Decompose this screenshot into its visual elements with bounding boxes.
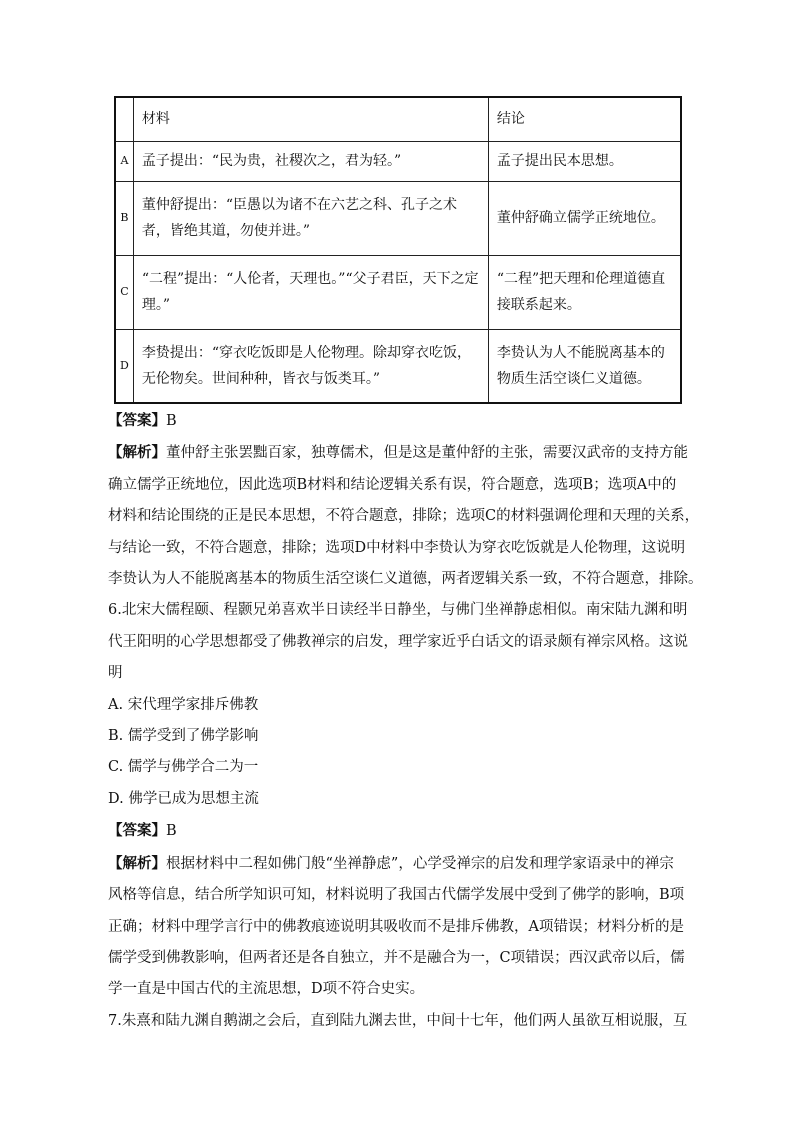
answer-label: 【答案】 [108,412,166,429]
q5-answer-line [108,405,680,437]
q6-analysis-line: 儒学受到佛教影响，但两者还是各自独立，并不是融合为一，C项错误；西汉武帝以后，儒 [108,949,685,966]
q5-analysis-line [108,437,688,469]
answer-label: 【答案】 [108,822,166,840]
analysis-text: 董仲舒主张罢黜百家，独尊儒术，但是这是董仲舒的主张，需要汉武帝的支持方能 [166,445,688,462]
q6-option-d: D. 佛学已成为思想主流 [108,790,259,807]
row-conclusion: 李贽认为人不能脱离基本的物质生活空谈仁义道德。 [488,329,681,403]
comparison-table [114,96,682,404]
q6-option-c: C. 儒学与佛学合二为一 [108,759,259,776]
table-row [115,329,681,403]
table-header-row [115,97,681,141]
row-conclusion: 孟子提出民本思想。 [488,141,681,181]
q6-analysis-line [108,848,680,880]
row-material: 李贽提出：“穿衣吃饭即是人伦物理。除却穿衣吃饭，无伦物矣。世间种种，皆衣与饭类耳。” [133,329,488,403]
row-material: 孟子提出：“民为贵，社稷次之，君为轻。” [133,141,488,181]
q5-analysis-line: 确立儒学正统地位，因此选项B材料和结论逻辑关系有误，符合题意，选项B；选项A中的 [108,476,677,493]
analysis-label: 【解析】 [108,444,166,462]
q6-option-b: B. 儒学受到了佛学影响 [108,728,259,745]
table-row [115,141,681,181]
q6-analysis-line: 正确；材料中理学言行中的佛教痕迹说明其吸收而不是排斥佛教，A项错误；材料分析的是 [108,918,684,935]
q6-analysis-line: 学一直是中国古代的主流思想，D项不符合史实。 [108,981,425,998]
row-letter: D [115,329,133,403]
row-material: “二程”提出：“人伦者，天理也。”“父子君臣，天下之定理。” [133,255,488,329]
q5-analysis-line: 材料和结论围绕的正是民本思想，不符合题意，排除；选项C的材料强调伦理和天理的关系， [108,508,700,525]
table-header-blank [115,97,133,141]
row-letter: C [115,255,133,329]
q6-analysis-line: 风格等信息，结合所学知识可知，材料说明了我国古代儒学发展中受到了佛学的影响，B项 [108,887,685,904]
q5-analysis-line: 与结论一致，不符合题意，排除；选项D中材料中李贽认为穿衣吃饭就是人伦物理，这说明 [108,539,686,556]
q6-answer-line [108,815,680,847]
q6-stem-line: 6.北宋大儒程颐、程颢兄弟喜欢半日读经半日静坐，与佛门坐禅静虑相似。南宋陆九渊和明 [108,602,688,619]
row-letter: A [115,141,133,181]
row-material: 董仲舒提出：“臣愚以为诸不在六艺之科、孔子之术者，皆绝其道，勿使并进。” [133,181,488,255]
table-header-material: 材料 [133,97,488,141]
question-5-solution [108,405,703,1037]
analysis-label: 【解析】 [108,854,166,872]
q5-analysis-line: 李贽认为人不能脱离基本的物质生活空谈仁义道德，两者逻辑关系一致，不符合题意，排除。 [108,571,703,588]
q6-stem-line: 代王阳明的心学思想都受了佛教禅宗的启发，理学家近乎白话文的语录颇有禅宗风格。这说 [108,633,688,650]
row-letter: B [115,181,133,255]
q6-option-a: A. 宋代理学家排斥佛教 [108,696,259,713]
row-conclusion: “二程”把天理和伦理道德直接联系起来。 [488,255,681,329]
table-row [115,181,681,255]
analysis-text: 根据材料中二程如佛门般“坐禅静虑”，心学受禅宗的启发和理学家语录中的禅宗 [166,855,674,872]
answer-value: B [166,413,177,429]
answer-value: B [166,823,177,840]
q6-stem-line: 明 [108,665,123,682]
table-row [115,255,681,329]
q7-stem-line: 7.朱熹和陆九渊自鹅湖之会后，直到陆九渊去世，中间十七年，他们两人虽欲互相说服，互 [108,1012,688,1029]
table-header-conclusion: 结论 [488,97,681,141]
row-conclusion: 董仲舒确立儒学正统地位。 [488,181,681,255]
